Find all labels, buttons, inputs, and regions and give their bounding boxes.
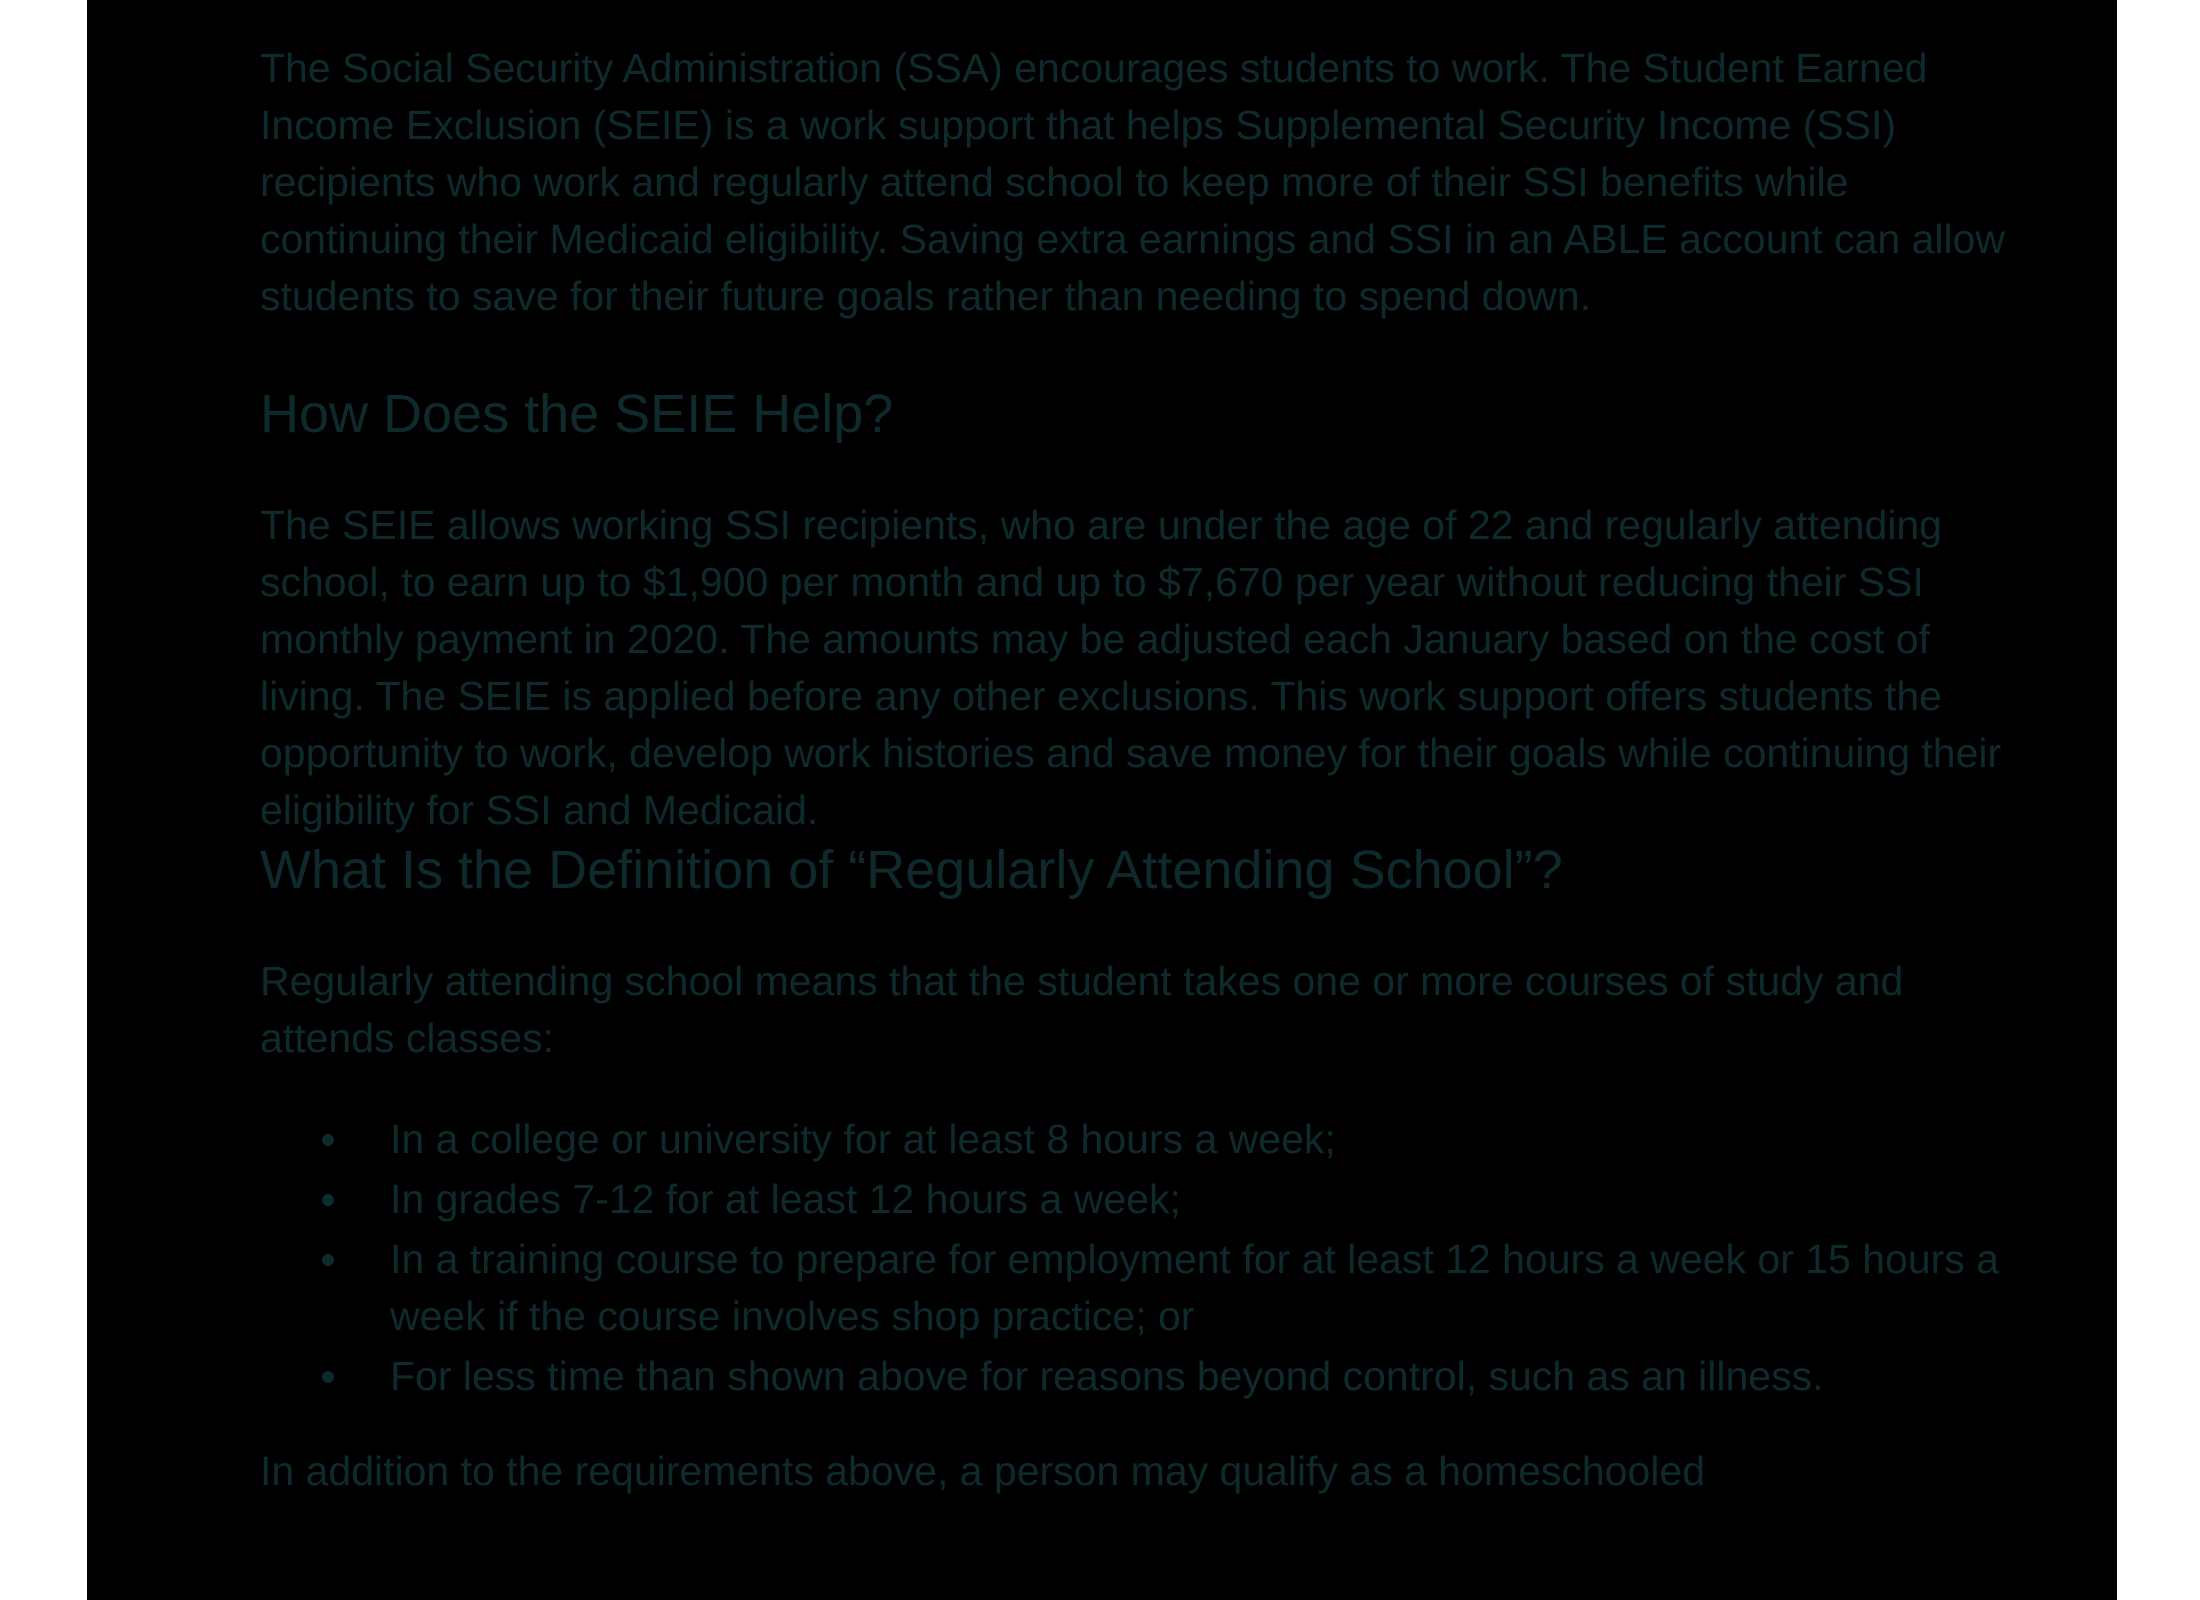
- heading-how-seie-helps: How Does the SEIE Help?: [260, 384, 894, 444]
- requirements-list: [260, 1111, 2040, 1405]
- bullet-icon: [322, 1371, 334, 1383]
- document-content: [260, 40, 2040, 1500]
- intro-paragraph: The Social Security Administration (SSA) encourages students to work. The Student Earned Income Exclusion (SEIE) is a work support that helps Supplemental Security Income (SSI) recipients who work and regularly attend school to keep more of their SSI benefits while continuing their Medicaid eligibility. Saving extra earnings and SSI in an ABLE account can allow students to save for their future goals rather than needing to spend down.: [260, 45, 2006, 319]
- closing-paragraph: In addition to the requirements above, a person may qualify as a homeschooled: [260, 1448, 1705, 1494]
- bullet-icon: [322, 1254, 334, 1266]
- definition-paragraph: Regularly attending school means that the student takes one or more courses of study and attends classes:: [260, 958, 1904, 1061]
- list-item-text: For less time than shown above for reasons beyond control, such as an illness.: [390, 1353, 1824, 1399]
- seie-help-paragraph: The SEIE allows working SSI recipients, who are under the age of 22 and regularly attending school, to earn up to $1,900 per month and up to $7,670 per year without reducing their SSI monthly payment in 2020. The amounts may be adjusted each January based on the cost of living. The SEIE is applied before any other exclusions. This work support offers students the opportunity to work, develop work histories and save money for their goals while continuing their eligibility for SSI and Medicaid.: [260, 502, 2002, 833]
- bullet-icon: [322, 1134, 334, 1146]
- list-item: [260, 1171, 2040, 1228]
- list-item-text: In a training course to prepare for employment for at least 12 hours a week or 15 hours a week if the course involves shop practice; or: [390, 1236, 1999, 1339]
- list-item: [260, 1348, 2040, 1405]
- list-item: [260, 1111, 2040, 1168]
- list-item-text: In grades 7-12 for at least 12 hours a week;: [390, 1176, 1181, 1222]
- list-item-text: In a college or university for at least 8 hours a week;: [390, 1116, 1336, 1162]
- heading-regularly-attending-definition: What Is the Definition of “Regularly Attending School”?: [260, 840, 1563, 900]
- bullet-icon: [322, 1194, 334, 1206]
- list-item: [260, 1231, 2040, 1345]
- document-page: [87, 0, 2117, 1600]
